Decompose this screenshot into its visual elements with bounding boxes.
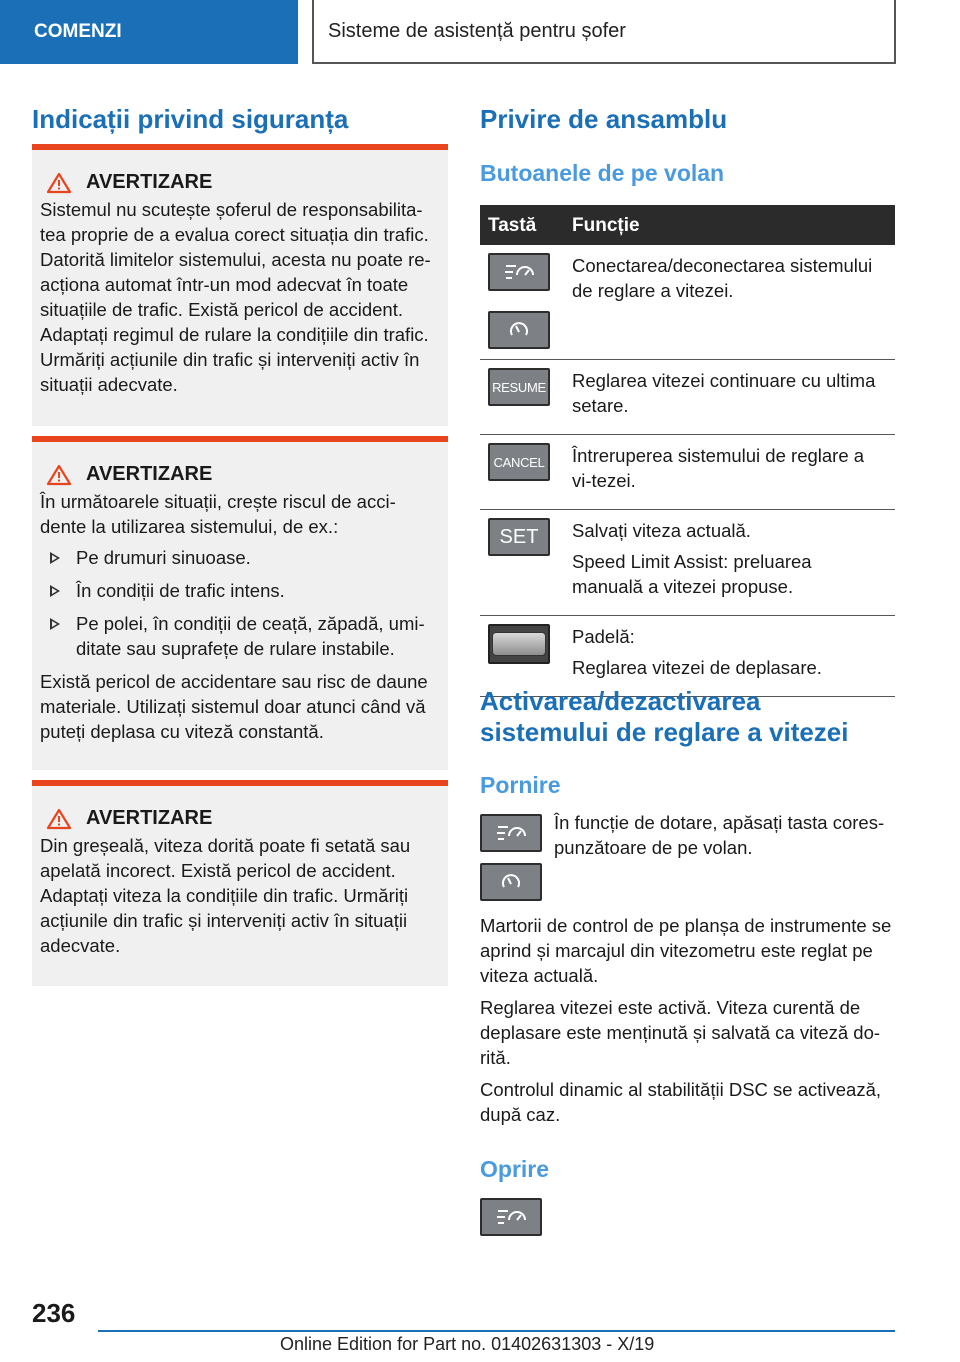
cruise-speed-button — [488, 311, 550, 349]
warning-intro: În următoarele situații, crește riscul de acci-dente la utilizarea sistemului, de ex.: — [40, 491, 396, 537]
warning-heading — [40, 170, 440, 195]
bullet-triangle-icon — [50, 585, 60, 597]
cruise-icon — [502, 262, 536, 282]
cancel-button: CANCEL — [488, 443, 550, 481]
paddle-icon — [488, 624, 550, 664]
cruise-speed-icon — [507, 320, 531, 340]
bullet-triangle-icon — [50, 618, 60, 630]
table-header-key: Tastă — [480, 205, 564, 245]
table-row — [480, 435, 895, 510]
section-title: Sisteme de asistență pentru șofer — [312, 0, 896, 64]
list-item: În condiții de trafic intens. — [40, 578, 440, 603]
paragraph: Reglarea vitezei este activă. Viteza curentă de deplasare este menținută și salvată ca viteză do-rită. — [480, 997, 881, 1068]
warning-label: AVERTIZARE — [86, 463, 213, 485]
stop-keys — [480, 1198, 542, 1236]
chapter-tab: COMENZI — [0, 0, 298, 64]
warning-icon — [46, 464, 72, 486]
table-row — [480, 616, 895, 697]
warning-text: Sistemul nu scutește șoferul de responsabilita-tea proprie de a evalua corect situația din trafic. Datorită limitelor sistemului, acesta nu poate re-acționa automat într-un mod adecvat în toate situațiile de trafic. Există pericol de accident. Adaptați regimul de rulare la condițiile din trafic. Urmăriți acțiunile din trafic și interveniți activ în situații adecvate. — [40, 199, 431, 395]
page-number: 236 — [32, 1298, 76, 1328]
cruise-speed-icon — [499, 872, 523, 892]
cruise-control-button — [480, 1198, 542, 1236]
resume-button: RESUME — [488, 368, 550, 406]
warning-icon — [46, 808, 72, 830]
warning-box-3 — [32, 780, 448, 986]
overview-title: Privire de ansamblu — [480, 104, 728, 134]
start-heading: Pornire — [480, 772, 561, 798]
table-header-function: Funcție — [564, 205, 895, 245]
function-text: Conectarea/deconectarea sistemului de reglare a vitezei. — [572, 255, 873, 301]
warning-label: AVERTIZARE — [86, 171, 213, 193]
function-text: Întreruperea sistemului de reglare a vi-tezei. — [572, 445, 865, 491]
warning-list — [40, 545, 440, 661]
cruise-speed-button — [480, 863, 542, 901]
warning-icon — [46, 172, 72, 194]
function-text: Speed Limit Assist: preluarea manuală a vitezei propuse. — [572, 551, 812, 597]
warning-heading — [40, 806, 440, 831]
activation-title: Activarea/dezactivarea sistemului de reglare a vitezei — [480, 686, 849, 747]
function-text: Salvați viteza actuală. — [572, 520, 751, 541]
list-item: Pe polei, în condiții de ceață, zăpadă, umi-ditate sau suprafețe de rulare instabile. — [40, 611, 440, 661]
bullet-triangle-icon — [50, 552, 60, 564]
paragraph: Martorii de control de pe planșa de instrumente se aprind și marcajul din vitezometru este reglat pe viteza actuală. — [480, 915, 892, 986]
warning-outro: Există pericol de accidentare sau risc de daune materiale. Utilizați sistemul doar atunci când vă puteți deplasa cu viteză constantă. — [40, 671, 428, 742]
activation-body — [480, 913, 896, 1134]
buttons-table — [480, 205, 895, 697]
list-item: Pe drumuri sinuoase. — [40, 545, 440, 570]
function-text: Padelă: — [572, 626, 635, 647]
table-row — [480, 510, 895, 616]
edition-text: Online Edition for Part no. 01402631303 - X/19 — [280, 1334, 655, 1354]
start-text: În funcție de dotare, apăsați tasta cores-punzătoare de pe volan. — [554, 812, 885, 858]
cruise-icon — [494, 1207, 528, 1227]
function-text: Reglarea vitezei continuare cu ultima setare. — [572, 370, 876, 416]
paragraph: Controlul dinamic al stabilității DSC se activează, după caz. — [480, 1079, 882, 1125]
function-text: Reglarea vitezei de deplasare. — [572, 657, 822, 678]
stop-heading: Oprire — [480, 1156, 550, 1182]
warning-heading — [40, 462, 440, 487]
safety-title: Indicații privind siguranța — [32, 104, 349, 134]
warning-box-1 — [32, 144, 448, 426]
cruise-control-button — [488, 253, 550, 291]
warning-label: AVERTIZARE — [86, 807, 213, 829]
overview-subtitle: Butoanele de pe volan — [480, 160, 725, 186]
table-row — [480, 360, 895, 435]
cruise-icon — [494, 823, 528, 843]
footer-divider — [98, 1330, 895, 1332]
cruise-control-button — [480, 814, 542, 852]
warning-text: Din greșeală, viteza dorită poate fi setată sau apelată incorect. Există pericol de accident. Adaptați viteza la condițiile din trafic. Urmăriți acțiunile din trafic și interveniți activ în situații adecvate. — [40, 835, 411, 956]
table-row — [480, 245, 895, 360]
set-button: SET — [488, 518, 550, 556]
start-keys — [480, 814, 542, 901]
warning-box-2 — [32, 436, 448, 770]
